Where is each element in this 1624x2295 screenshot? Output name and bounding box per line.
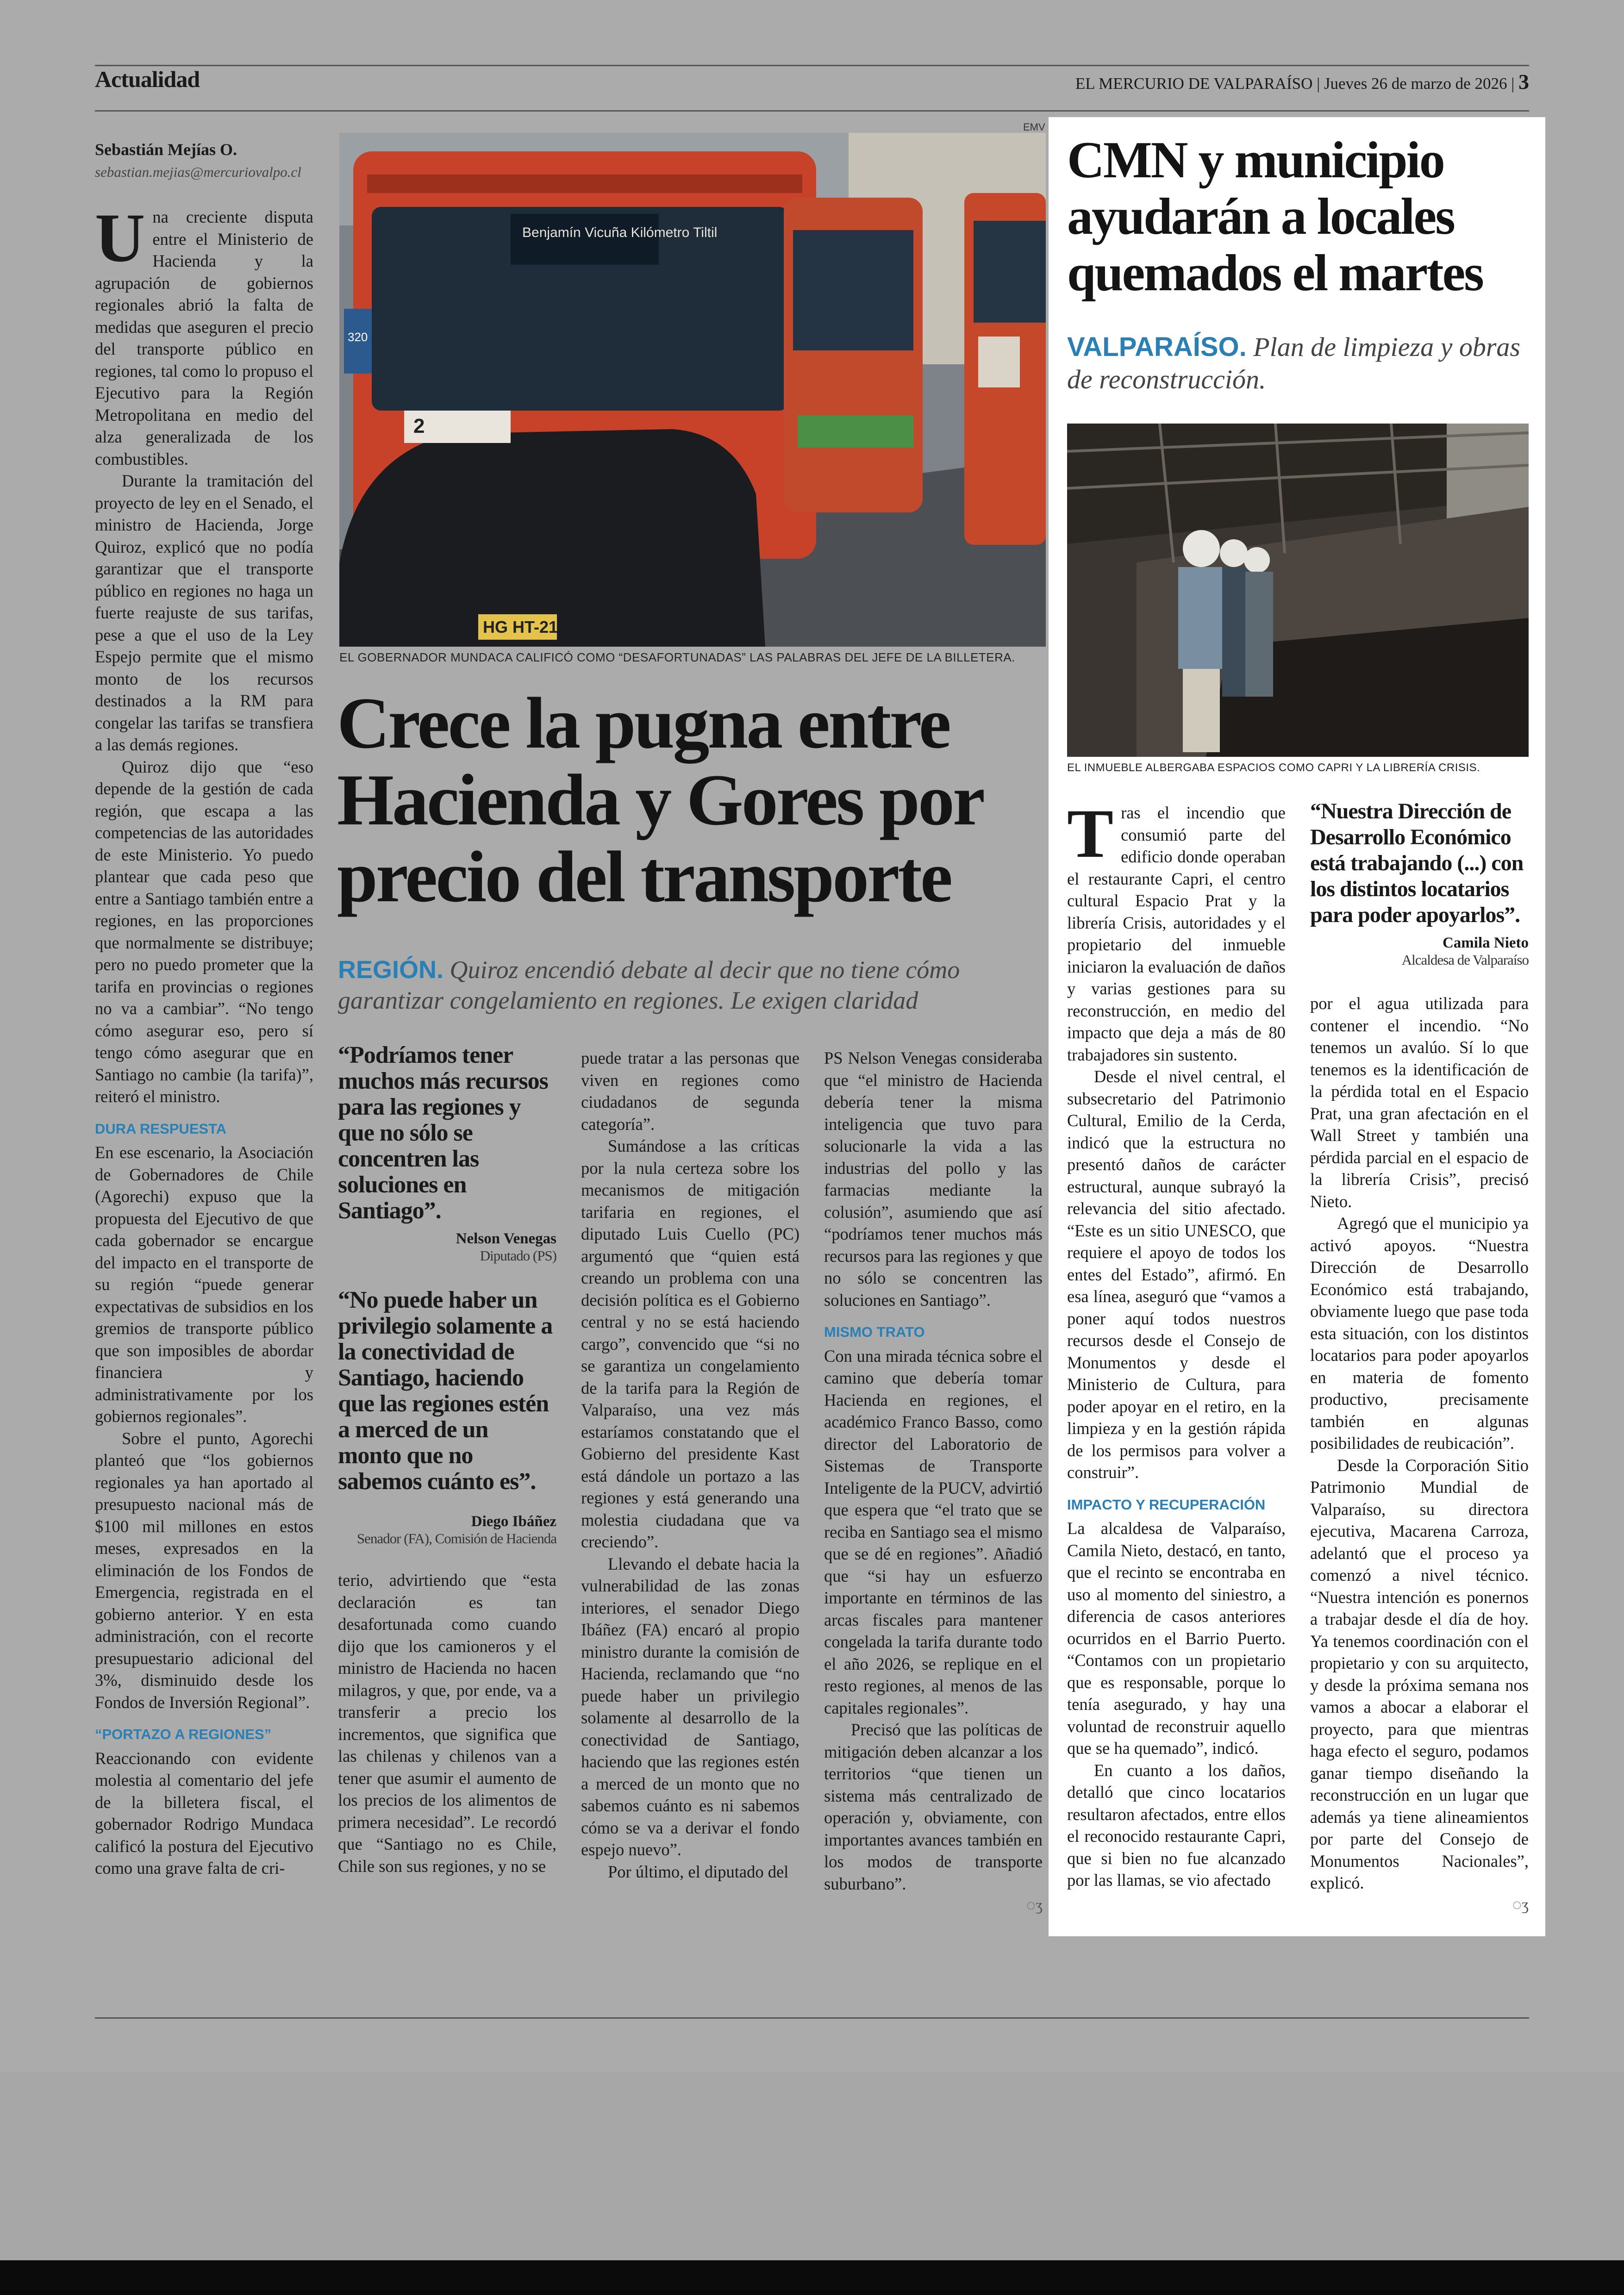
end-mark: ◌ʒ [1512, 1896, 1529, 1914]
license-plate: HG HT-21 [483, 617, 558, 636]
pull-quote-name: Camila Nieto [1442, 935, 1529, 951]
fire-photo-illustration [1067, 424, 1529, 757]
subhead: “PORTAZO A REGIONES” [95, 1726, 272, 1742]
side-headline: CMN y municipio ayudarán a locales quemados el martes [1067, 131, 1483, 302]
side-intro-text: ras el incendio que consumió parte del edificio donde operaban el restaurante Capri, el centro cultural Espacio Prat y la librería Crisis, autoridades y el propietario del inmueble iniciaron la evaluación de daños y varias gestiones para su reconstrucción, en medio del impacto que deja a más de 80 trabajadores sin sustento. [1067, 803, 1286, 1064]
pull-quote-venegas: “Podríamos tener muchos más recursos para las regiones y que no sólo se concentren las soluciones en Santiago”. [338, 1042, 548, 1224]
pull-quote-role: Alcaldesa de Valparaíso [1401, 952, 1529, 968]
body-paragraph: PS Nelson Venegas consideraba que “el ministro de Hacienda debería tener la misma inteligencia que tuvo para solucionarle la vida a las industrias del pollo y las farmacias mediante la colusión”, asumiendo que así “podríamos tener muchos más recursos para las regiones y que no sólo se concentren las soluciones en Santiago”. [824, 1048, 1043, 1310]
pull-quote-role: Senador (FA), Comisión de Hacienda [356, 1530, 556, 1547]
author-email: sebastian.mejias@mercuriovalpo.cl [95, 163, 301, 180]
body-paragraph: Desde el nivel central, el subsecretario del Patrimonio Cultural, Emilio de la Cerda, indicó que la estructura no presentó daños de carácter estructural, aunque subrayó la relevancia del sitio afectado. “Este es un sitio UNESCO, que requiere el apoyo de todos los entes del Estado”, afirmó. En esa línea, aseguró que “vamos a poner aquí todos nuestros recursos desde el Consejo de Monumentos y desde el Ministerio de Cultura, para poder apoyar en el retiro, en la limpieza y en la gestión rápida de los permisos para volver a construir”. [1067, 1067, 1286, 1482]
drop-cap: T [1067, 795, 1114, 872]
body-paragraph: por el agua utilizada para contener el incendio. “No tenemos un avalúo. Sí lo que tenemos es la identificación de la pérdida total en el Espacio Prat, una gran afectación en el Wall Street y también una pérdida parcial en el espacio de la librería Crisis”, precisó Nieto. [1310, 994, 1529, 1211]
body-paragraph: Llevando el debate hacia la vulnerabilidad de las zonas interiores, el senador Diego Ibáñez (FA) encaró al propio ministro durante la comisión de Hacienda, reclamando que “no puede haber un privilegio solamente al desarrollo de la conectividad de Santiago, haciendo que las regiones estén a merced de un monto que no sabemos cuánto es ni sabemos cómo se va a derivar el fondo espejo nuevo”. [581, 1554, 800, 1859]
subhead: IMPACTO Y RECUPERACIÓN [1067, 1496, 1266, 1513]
bus-photo-illustration [339, 133, 1046, 647]
footer-rule [95, 2017, 1529, 2019]
end-mark: ◌ʒ [1026, 1897, 1043, 1914]
intro-paragraph [95, 200, 313, 470]
side-kicker-label: VALPARAÍSO. [1067, 332, 1247, 362]
side-col-1 [1067, 795, 1286, 1891]
main-col-1 [338, 1042, 556, 1877]
bus-route-sign: Benjamín Vicuña Kilómetro Tiltil [522, 225, 718, 240]
page-number: 3 [1518, 70, 1529, 94]
main-kicker [338, 954, 1046, 1016]
author-name: Sebastián Mejías O. [95, 140, 237, 159]
photo-credit: EMV [1023, 121, 1045, 133]
pull-quote-ibanez: “No puede haber un privilegio solamente a la conectividad de Santiago, haciendo que las regiones estén a merced de un monto que no sabemos cuánto es”. [338, 1287, 553, 1495]
viewer-bottom-bar [0, 2260, 1624, 2295]
masthead-separator: | [1317, 75, 1320, 93]
newspaper-name: EL MERCURIO DE VALPARAÍSO [1075, 75, 1313, 93]
bus-photo-caption: EL GOBERNADOR MUNDACA CALIFICÓ COMO “DESAFORTUNADAS” LAS PALABRAS DEL JEFE DE LA BILLETERA. [339, 650, 1015, 664]
body-paragraph: terio, advirtiendo que “esta declaración es tan desafortunada como cuando dijo que los camioneros y el ministro de Hacienda no hacen milagros, y que, por ende, va a transferir a precio los incrementos, que significa que las chilenas y chilenos van a tener que asumir el aumento de los precios de los alimentos de primera necesidad”. Le recordó que “Santiago no es Chile, Chile son sus regiones, y no se [338, 1571, 556, 1876]
body-paragraph: Desde la Corporación Sitio Patrimonio Mundial de Valparaíso, su directora ejecutiva, Macarena Carroza, adelantó que el proceso ya comenzó a nivel técnico. “Nuestra intención es ponernos a trabajar desde el día de hoy. Ya tenemos coordinación con el propietario y con su arquitecto, y desde la próxima semana nos vamos a abocar a elaborar el proyecto, para que mientras haga efecto el seguro, podamos ganar tiempo diseñando la reconstrucción en un lugar que además ya tiene alineamientos por parte del Consejo de Monumentos Nacionales”, explicó. [1310, 1455, 1529, 1892]
bus-number-sign: 320 [348, 330, 368, 344]
fire-photo [1067, 424, 1529, 757]
body-paragraph: Con una mirada técnica sobre el camino que debería tomar Hacienda en regiones, el académico Franco Basso, como director del Laboratorio de Sistemas de Transporte Inteligente de la PUCV, advirtió que espera que “el trato que se reciba en Santiago sea el mismo que se dé en regiones”. Añadió que “si hay un esfuerzo importante en términos de las arcas fiscales para mantener congelada la tarifa durante todo el año 2026, se replique en el resto regiones, al menos de las capitales regionales”. [824, 1346, 1043, 1717]
body-paragraph: En ese escenario, la Asociación de Gobernadores de Chile (Agorechi) expuso que la propuesta del Ejecutivo de que cada gobernador se encargue del impacto en el transporte de su región “puede generar expectativas de subsidios en los gremios de transporte público que son imposibles de abordar financiera y administrativamente por los gobiernos regionales”. [95, 1143, 313, 1426]
main-kicker-label: REGIÓN. [338, 956, 444, 984]
pull-quote-role: Diputado (PS) [480, 1247, 556, 1264]
pull-quote-nieto: “Nuestra Dirección de Desarrollo Económico está trabajando (...) con los distintos locatarios para poder apoyarlos”. [1310, 799, 1524, 927]
taxi-roof-sign: 2 [413, 415, 425, 437]
section-title: Actualidad [95, 66, 200, 92]
body-paragraph: Sumándose a las críticas por la nula certeza sobre los mecanismos de mitigación tarifaria en regiones, el diputado Luis Cuello (PC) argumentó que “quien está creando un problema con una decisión política es el Gobierno central y no se está haciendo cargo”, convencido que “si no se garantiza un congelamiento de la tarifa para la Región de Valparaíso, una vez más estaríamos constatando que el Gobierno del presidente Kast está dándole un portazo a las regiones y está generando una molestia ciudadana que va creciendo”. [581, 1136, 800, 1551]
main-col-3 [824, 1047, 1043, 1917]
header-rule-top [95, 65, 1529, 66]
body-paragraph: Reaccionando con evidente molestia al comentario del jefe de la billetera fiscal, el gobernador Rodrigo Mundaca calificó la postura del Ejecutivo como una grave falta de cri- [95, 1748, 313, 1877]
subhead: DURA RESPUESTA [95, 1120, 227, 1137]
side-intro-paragraph [1067, 795, 1286, 1066]
header-rule-bottom [95, 110, 1529, 112]
body-paragraph: Por último, el diputado del [608, 1862, 789, 1881]
issue-date: Jueves 26 de marzo de 2026 [1324, 75, 1507, 93]
pull-quote-name: Diego Ibáñez [471, 1513, 556, 1530]
bus-photo [339, 133, 1046, 647]
body-paragraph: Precisó que las políticas de mitigación deben alcanzar a los territorios “que tienen un sistema más centralizado de operación y, obviamente, con importantes avances también en los modos de transporte suburbano”. [824, 1720, 1043, 1893]
body-paragraph: Agregó que el municipio ya activó apoyos. “Nuestra Dirección de Desarrollo Económico está trabajando, obviamente luego que pase toda esta situación, con los distintos locatarios para poder apoyarlos en materia de fomento productivo, precisamente también en algunas posibilidades de reubicación”. [1310, 1214, 1529, 1453]
body-paragraph: La alcaldesa de Valparaíso, Camila Nieto, destacó, en tanto, que el recinto se encontraba en uso al momento del siniestro, a diferencia de casos anteriores ocurridos en el Barrio Puerto. “Contamos con un propietario que es responsable, porque lo tenía asegurado, y hay una voluntad de reconstruir aquello que se ha quemado”, indicó. [1067, 1519, 1286, 1758]
body-paragraph: Sobre el punto, Agorechi planteó que “los gobiernos regionales ya han aportado al presupuesto nacional más de $100 mil millones en estos meses, expresados en la eliminación de los Fondos de Emergencia, registrada en el gobierno anterior. Y en esta administración, con el recorte presupuestario adicional del 3%, disminuido desde los Fondos de Inversión Regional”. [95, 1428, 313, 1712]
body-paragraph: Quiroz dijo que “eso depende de la gestión de cada región, que escapa a las competencias de las autoridades de este Ministerio. Yo puedo plantear que cada peso que entre a Santiago también entre a regiones, en las proporciones que normalmente se distribuye; pero no puedo prometer que la tarifa en provincias o regiones no va a cambiar”. “No tengo cómo asegurar eso, pero sí tengo cómo asegurar que en Santiago no cambie (la tarifa)”, reiteró el ministro. [95, 757, 313, 1106]
drop-cap: U [95, 200, 145, 276]
body-text [338, 1569, 556, 1877]
left-column [95, 139, 313, 1879]
subhead: MISMO TRATO [824, 1324, 925, 1340]
body-paragraph: En cuanto a los daños, detalló que cinco locatarios resultaron afectados, entre ellos el reconocido restaurante Capri, que si bien no fue alcanzado por las llamas, se vio afectado [1067, 1760, 1286, 1890]
side-col-2 [1310, 798, 1529, 1916]
masthead-separator-2: | [1511, 75, 1515, 93]
masthead [1075, 69, 1529, 94]
main-col-2 [581, 1047, 800, 1883]
body-text [1310, 992, 1529, 1916]
pull-quote-name: Nelson Venegas [456, 1230, 556, 1247]
main-kicker-text: Quiroz encendió debate al decir que no tiene cómo garantizar congelamiento en regiones. Le exigen claridad [338, 956, 960, 1014]
body-paragraph: puede tratar a las personas que viven en regiones como ciudadanos de segunda categoría”. [581, 1048, 800, 1134]
side-kicker [1067, 331, 1530, 396]
intro-text: na creciente disputa entre el Ministerio de Hacienda y la agrupación de gobiernos regionales abrió la falta de medidas que aseguren el precio del transporte público en regiones, tal como lo propuso el Ejecutivo para la Región Metropolitana en medio del alza generalizada de los combustibles. [95, 207, 313, 468]
side-kicker-text: Plan de limpieza y obras de reconstrucción. [1067, 332, 1520, 394]
fire-photo-caption: EL INMUEBLE ALBERGABA ESPACIOS COMO CAPRI Y LA LIBRERÍA CRISIS. [1067, 761, 1480, 774]
main-headline: Crece la pugna entre Hacienda y Gores por precio del transporte [337, 683, 982, 917]
body-paragraph: Durante la tramitación del proyecto de ley en el Senado, el ministro de Hacienda, Jorge Quiroz, explicó que no podía garantizar que el transporte público en regiones no haga un fuerte reajuste de sus tarifas, pese a que el uso de la Ley Espejo permite que el mismo monto de los recursos destinados a la RM para congelar las tarifas se transfiera a las demás regiones. [95, 471, 313, 754]
